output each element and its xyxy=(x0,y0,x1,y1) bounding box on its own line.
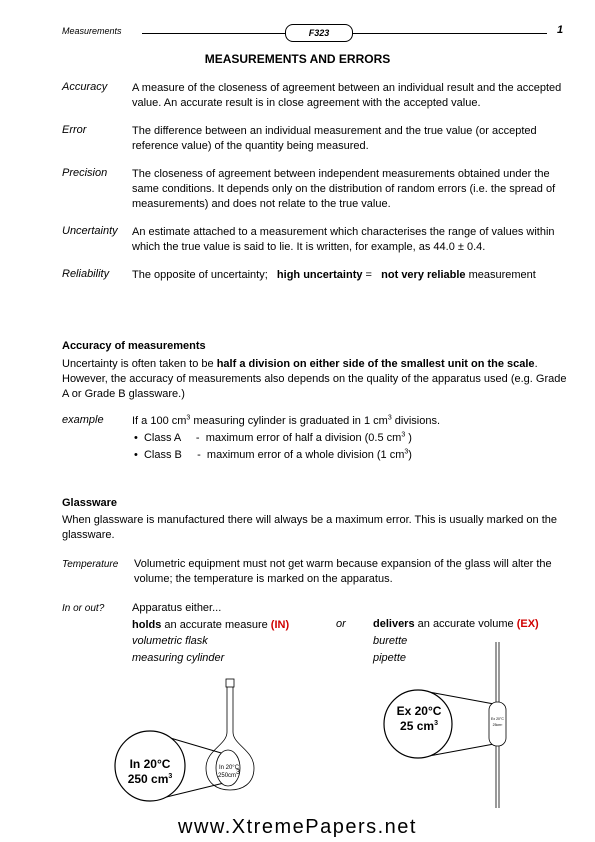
sup-3: 3 xyxy=(434,720,438,727)
holds-line xyxy=(132,618,332,633)
flask-small-label xyxy=(212,764,246,780)
svg-text:Ex 20°C: Ex 20°C xyxy=(491,717,504,721)
temperature-label: Temperature xyxy=(62,559,119,570)
class-a-end: ) xyxy=(405,432,412,444)
ex-item-pipette: pipette xyxy=(373,652,407,664)
delivers-line xyxy=(373,618,539,630)
flask-big-temp: In 20°C xyxy=(129,757,171,771)
in-item-volumetric-flask: volumetric flask xyxy=(132,635,208,647)
class-a-text: • Class A - maximum error of half a division (0.5 cm xyxy=(134,432,402,444)
page-title: MEASUREMENTS AND ERRORS xyxy=(204,52,391,66)
term-error: Error xyxy=(62,124,87,136)
def-accuracy: A measure of the closeness of agreement between an individual result and the accepted value. An accurate result is in close agreement with the accepted value. xyxy=(132,82,562,109)
term-precision: Precision xyxy=(62,167,108,179)
glassware-heading: Glassware xyxy=(62,497,118,509)
class-b-item xyxy=(134,448,574,463)
example-label: example xyxy=(62,414,104,426)
holds-bold: holds xyxy=(132,619,162,631)
example-b: measuring cylinder is graduated in 1 cm xyxy=(190,415,388,427)
accuracy-p-c: . However, the accuracy of measurements also depends on the quality of the apparatus used (e.g. Grade A or Grade B glassware.) xyxy=(62,358,567,400)
flask-small-vol: 250cm xyxy=(218,773,237,779)
term-accuracy: Accuracy xyxy=(62,81,108,93)
pipette-big-temp: Ex 20°C xyxy=(396,704,442,718)
def-error: The difference between an individual measurement and the true value (or accepted reference value) of the quantity being measured. xyxy=(132,125,537,152)
sup-3: 3 xyxy=(186,414,191,422)
delivers-rest: an accurate volume xyxy=(414,618,517,630)
footer-url: www.XtremePapers.net xyxy=(178,816,417,838)
sup-3: 3 xyxy=(387,414,392,422)
reliability-bold-1: high uncertainty xyxy=(276,269,363,281)
temperature-text: Volumetric equipment must not get warm because expansion of the glass will alter the volume; the temperature is marked on the apparatus. xyxy=(134,558,552,585)
ex-item-burette: burette xyxy=(373,635,408,647)
inout-label: In or out? xyxy=(62,603,105,614)
header-section-label: Measurements xyxy=(62,26,122,36)
term-reliability: Reliability xyxy=(62,268,110,280)
class-b-text: • Class B - maximum error of a whole division (1 cm xyxy=(134,449,405,461)
example-a: If a 100 cm xyxy=(132,415,187,427)
delivers-bold: delivers xyxy=(373,618,415,630)
flask-big-label xyxy=(122,757,178,787)
in-tag: (IN) xyxy=(270,619,290,631)
def-reliability xyxy=(132,268,572,283)
accuracy-p-a: Uncertainty is often taken to be xyxy=(62,358,217,370)
holds-rest: an accurate measure xyxy=(161,619,271,631)
class-b-end: ) xyxy=(408,449,412,461)
sup-3: 3 xyxy=(404,448,409,456)
svg-text:25cm³: 25cm³ xyxy=(492,723,503,727)
volumetric-flask-diagram xyxy=(110,670,300,810)
page-number: 1 xyxy=(557,24,564,36)
def-precision: The closeness of agreement between independent measurements obtained under the same conditions. It depends only on the distribution of random errors (i.e. the spread of measurements) and does not relate to the true value. xyxy=(132,168,556,210)
flask-big-vol: 250 cm xyxy=(127,772,169,786)
accuracy-heading: Accuracy of measurements xyxy=(62,340,206,352)
header-code-badge: F323 xyxy=(285,24,353,42)
apparatus-either: Apparatus either... xyxy=(132,602,222,614)
accuracy-p-bold: half a division on either side of the smallest unit on the scale xyxy=(216,358,535,370)
term-uncertainty: Uncertainty xyxy=(62,225,118,237)
example-c: divisions. xyxy=(391,415,441,427)
sup-3: 3 xyxy=(168,773,173,780)
in-item-measuring-cylinder: measuring cylinder xyxy=(132,652,225,664)
reliability-eq: = xyxy=(362,269,376,281)
flask-small-temp: In 20°C xyxy=(218,765,240,771)
example-text xyxy=(132,414,572,429)
reliability-text: The opposite of uncertainty; xyxy=(132,269,268,281)
glassware-text: When glassware is manufactured there will always be a maximum error. This is usually marked on the glassware. xyxy=(62,514,557,541)
pipette-big-label xyxy=(390,704,448,734)
flask-stopper xyxy=(226,679,234,687)
or-text: or xyxy=(336,618,346,630)
reliability-tail: measurement xyxy=(465,269,536,281)
sup-3: 3 xyxy=(236,769,240,776)
pipette-big-vol: 25 cm xyxy=(400,719,435,733)
def-uncertainty: An estimate attached to a measurement which characterises the range of values within which the true value is said to lie. It is written, for example, as 44.0 ± 0.4. xyxy=(132,226,555,253)
class-a-item xyxy=(134,431,574,446)
accuracy-paragraph xyxy=(62,357,572,402)
ex-tag: (EX) xyxy=(516,618,539,630)
sup-3: 3 xyxy=(401,431,406,439)
reliability-bold-2: not very reliable xyxy=(381,269,466,281)
